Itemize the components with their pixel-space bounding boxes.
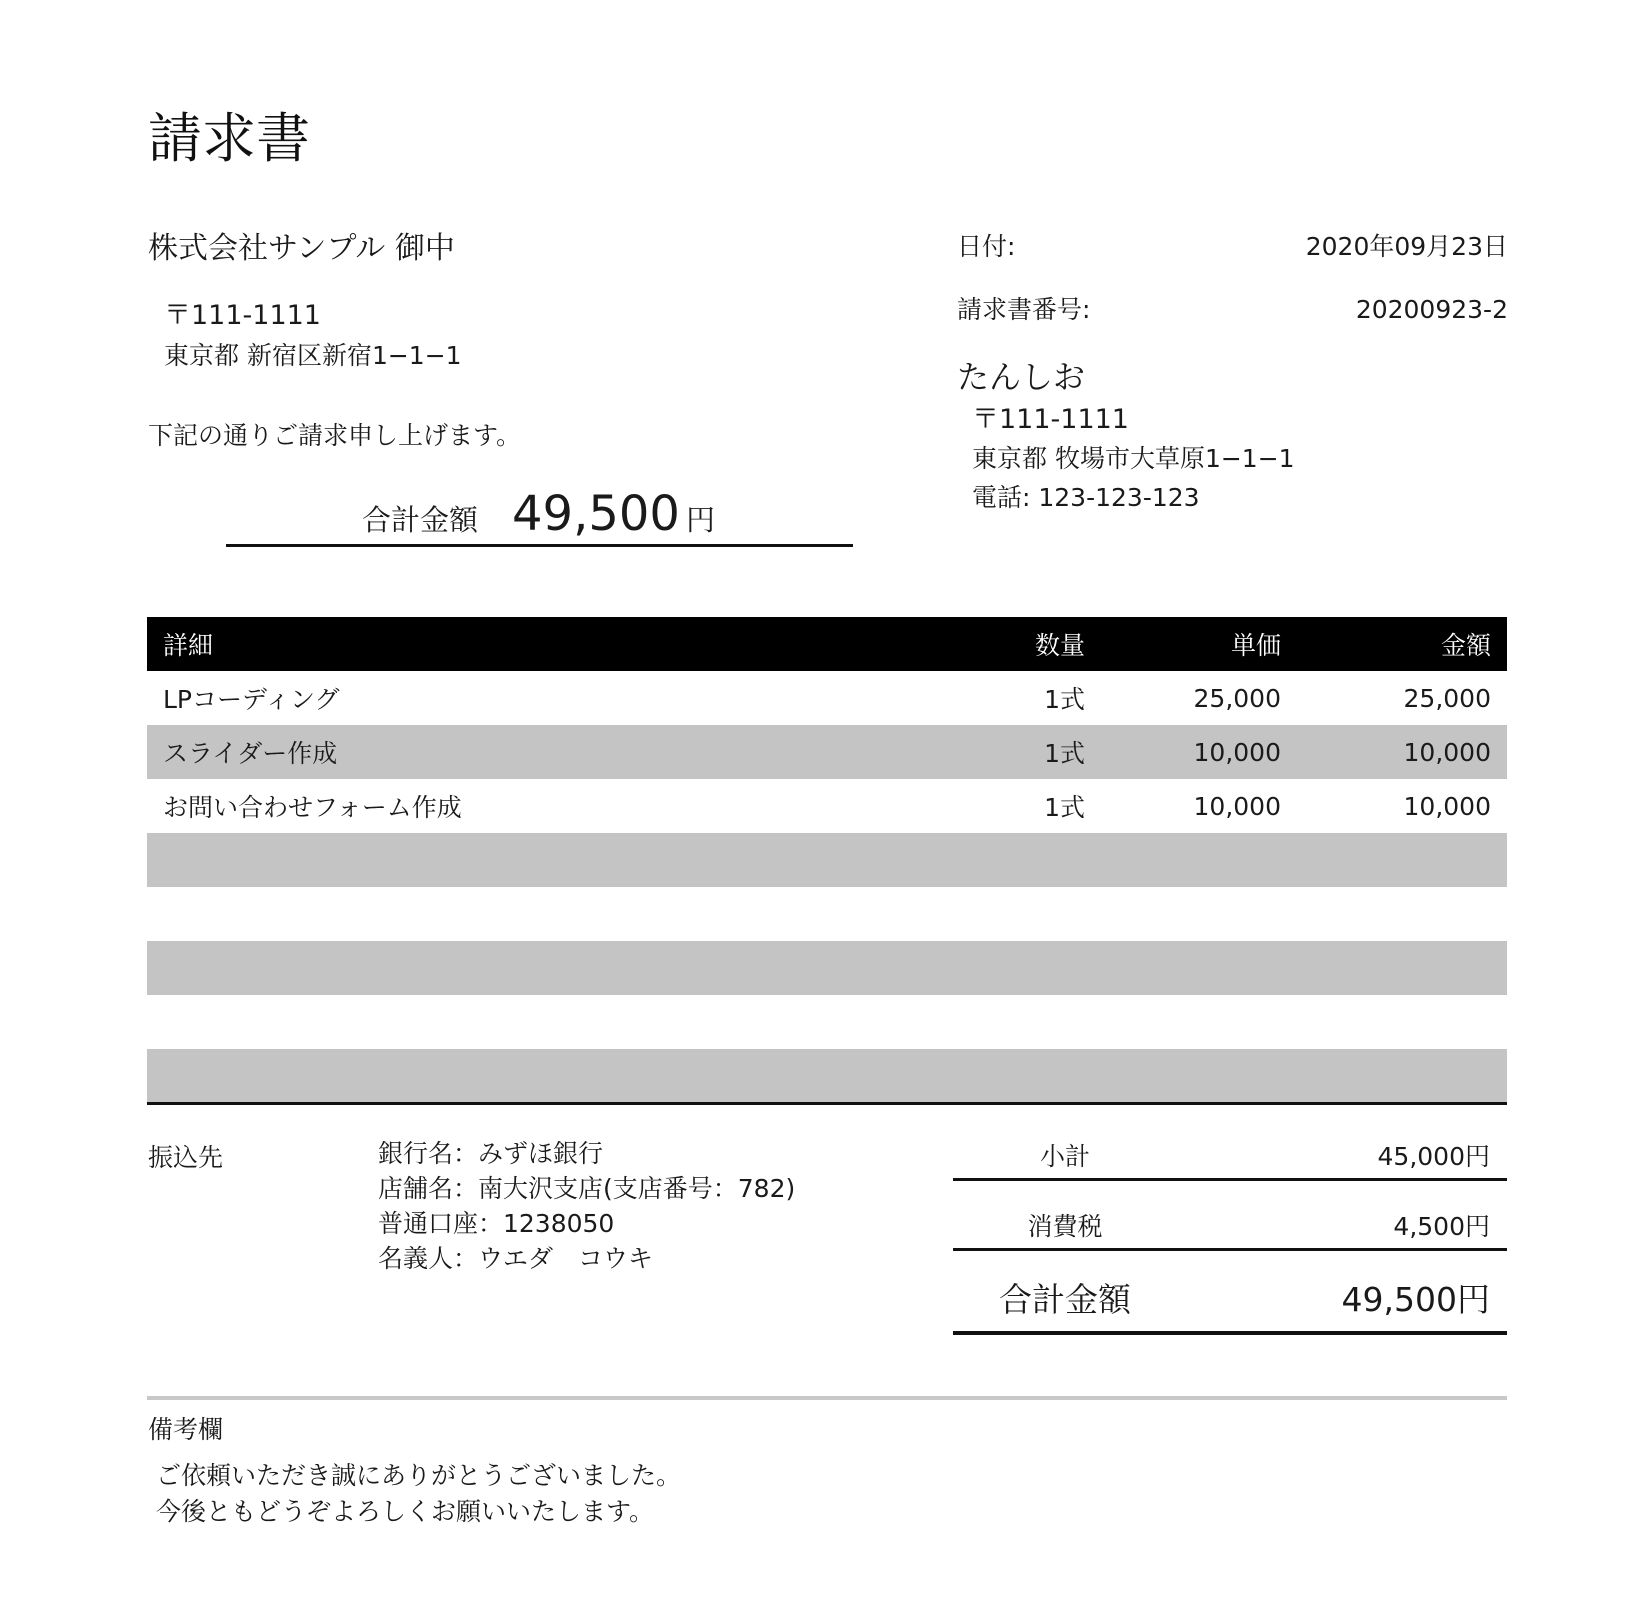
remarks-title: 備考欄 bbox=[148, 1415, 224, 1444]
grand-total-value: 49,500円 bbox=[1341, 1280, 1490, 1319]
grand-total-label: 合計金額 bbox=[999, 1280, 1131, 1319]
summary-divider bbox=[953, 1178, 1507, 1181]
table-row bbox=[147, 1049, 1507, 1103]
item-description: LPコーディング bbox=[163, 685, 340, 714]
item-unit-price bbox=[1085, 995, 1281, 1049]
recipient-name: 株式会社サンプル 御中 bbox=[148, 231, 455, 266]
item-quantity bbox=[935, 995, 1085, 1049]
item-description bbox=[147, 1049, 935, 1103]
date-label: 日付: bbox=[957, 232, 1016, 261]
item-amount bbox=[1281, 833, 1507, 887]
issuer-postal-code: 〒111-1111 bbox=[972, 404, 1129, 435]
item-quantity bbox=[935, 887, 1085, 941]
tax-value: 4,500円 bbox=[1393, 1212, 1490, 1241]
recipient-address: 東京都 新宿区新宿1−1−1 bbox=[164, 341, 462, 370]
item-unit-price bbox=[1085, 887, 1281, 941]
total-banner-underline bbox=[226, 544, 853, 547]
issuer-address: 東京都 牧場市大草原1−1−1 bbox=[972, 444, 1295, 473]
page-title: 請求書 bbox=[148, 107, 310, 170]
remark-line: ご依頼いただき誠にありがとうございました。 bbox=[156, 1461, 682, 1490]
item-amount bbox=[1281, 1049, 1507, 1103]
item-amount bbox=[1281, 995, 1507, 1049]
table-row bbox=[147, 725, 1507, 779]
bank-name-line: 銀行名：みずほ銀行 bbox=[378, 1139, 604, 1168]
issuer-name: たんしお bbox=[957, 358, 1086, 396]
table-header-row bbox=[147, 617, 1507, 671]
bank-branch-line: 店舗名：南大沢支店(支店番号：782) bbox=[378, 1174, 796, 1203]
total-banner-unit: 円 bbox=[686, 503, 716, 537]
table-row bbox=[147, 887, 1507, 941]
invoice-number-value: 20200923-2 bbox=[1355, 295, 1508, 324]
table-row bbox=[147, 995, 1507, 1049]
item-amount: 10,000 bbox=[1403, 791, 1491, 821]
item-description bbox=[147, 941, 935, 995]
table-row bbox=[147, 941, 1507, 995]
item-quantity: 1式 bbox=[935, 725, 1085, 779]
total-banner-label: 合計金額 bbox=[362, 503, 479, 537]
header-unit-price: 単価 bbox=[1085, 617, 1281, 671]
invoice-number-label: 請求書番号: bbox=[957, 295, 1091, 324]
remarks-divider bbox=[147, 1396, 1507, 1400]
subtotal-label: 小計 bbox=[1039, 1142, 1090, 1171]
item-quantity bbox=[935, 1049, 1085, 1103]
item-amount: 10,000 bbox=[1281, 725, 1507, 779]
bank-section-title: 振込先 bbox=[148, 1143, 224, 1172]
item-description bbox=[147, 887, 935, 941]
remark-line: 今後ともどうぞよろしくお願いいたします。 bbox=[156, 1497, 655, 1526]
date-value: 2020年09月23日 bbox=[1305, 232, 1508, 261]
item-unit-price: 10,000 bbox=[1085, 725, 1281, 779]
item-unit-price: 25,000 bbox=[1193, 683, 1281, 713]
item-quantity bbox=[935, 941, 1085, 995]
summary-divider bbox=[953, 1331, 1507, 1335]
issuer-phone: 電話: 123-123-123 bbox=[972, 483, 1200, 512]
item-unit-price bbox=[1085, 1049, 1281, 1103]
subtotal-value: 45,000円 bbox=[1377, 1142, 1490, 1171]
intro-text: 下記の通りご請求申し上げます。 bbox=[148, 421, 522, 450]
total-banner-amount: 49,500 bbox=[512, 486, 680, 542]
bank-account-line: 普通口座：1238050 bbox=[378, 1209, 615, 1238]
tax-label: 消費税 bbox=[1027, 1212, 1103, 1241]
recipient-postal-code: 〒111-1111 bbox=[164, 300, 321, 331]
header-quantity: 数量 bbox=[935, 617, 1085, 671]
item-amount bbox=[1281, 941, 1507, 995]
item-description bbox=[147, 995, 935, 1049]
item-description: お問い合わせフォーム作成 bbox=[163, 793, 462, 822]
table-row bbox=[147, 833, 1507, 887]
item-description bbox=[147, 833, 935, 887]
item-quantity: 1式 bbox=[1044, 793, 1085, 822]
item-unit-price: 10,000 bbox=[1193, 791, 1281, 821]
item-amount bbox=[1281, 887, 1507, 941]
item-unit-price bbox=[1085, 941, 1281, 995]
item-unit-price bbox=[1085, 833, 1281, 887]
header-amount: 金額 bbox=[1281, 617, 1507, 671]
item-amount: 25,000 bbox=[1403, 683, 1491, 713]
item-description: スライダー作成 bbox=[147, 725, 935, 779]
item-quantity bbox=[935, 833, 1085, 887]
items-table bbox=[147, 617, 1507, 1105]
table-row bbox=[147, 671, 1507, 725]
bank-holder-line: 名義人：ウエダ コウキ bbox=[378, 1244, 654, 1273]
table-row bbox=[147, 779, 1507, 833]
item-quantity: 1式 bbox=[1044, 685, 1085, 714]
header-description: 詳細 bbox=[147, 617, 935, 671]
summary-divider bbox=[953, 1248, 1507, 1251]
